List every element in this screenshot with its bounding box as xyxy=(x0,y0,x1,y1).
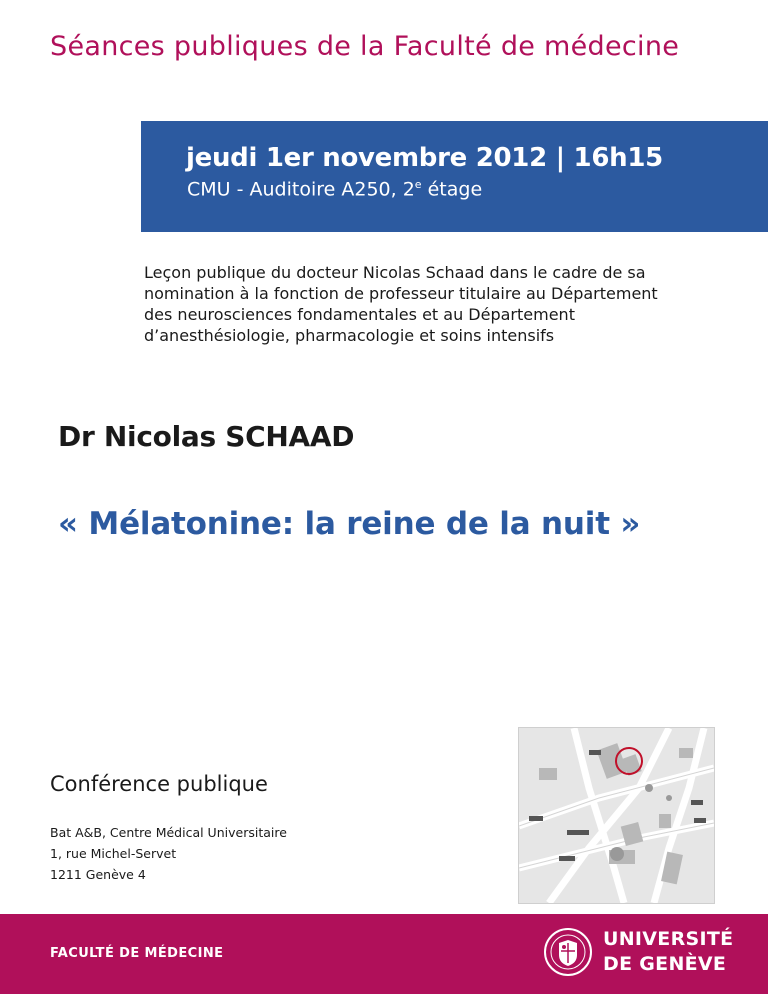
faculty-label: FACULTÉ DE MÉDECINE xyxy=(50,946,224,961)
footer-band xyxy=(0,914,768,994)
university-seal-icon xyxy=(543,927,593,977)
event-venue xyxy=(187,178,482,200)
lecture-description: Leçon publique du docteur Nicolas Schaad dans le cadre de sa nomination à la fonction de professeur titulaire au Département des neurosciences fondamentales et au Département d’anesthésiologie, pharmacologie et soins intensifs xyxy=(144,263,658,345)
university-name-line: DE GENÈVE xyxy=(603,953,727,975)
event-date-time: jeudi 1er novembre 2012 | 16h15 xyxy=(186,143,663,173)
venue-superscript: e xyxy=(414,178,422,191)
address-line: 1211 Genève 4 xyxy=(50,867,146,882)
venue-suffix: étage xyxy=(421,178,483,201)
venue-prefix: CMU - Auditoire A250, 2 xyxy=(187,178,415,201)
date-banner xyxy=(141,121,768,232)
address-line: Bat A&B, Centre Médical Universitaire xyxy=(50,825,287,840)
series-title: Séances publiques de la Faculté de médecine xyxy=(50,31,680,62)
university-name xyxy=(603,927,733,977)
address-block xyxy=(50,822,287,885)
map-graphic xyxy=(519,728,714,903)
speaker-name: Dr Nicolas SCHAAD xyxy=(58,420,355,453)
conference-label: Conférence publique xyxy=(50,772,268,796)
university-name-line: UNIVERSITÉ xyxy=(603,928,734,950)
talk-title: « Mélatonine: la reine de la nuit » xyxy=(58,506,641,542)
address-line: 1, rue Michel-Servet xyxy=(50,846,177,861)
location-map xyxy=(518,727,715,904)
